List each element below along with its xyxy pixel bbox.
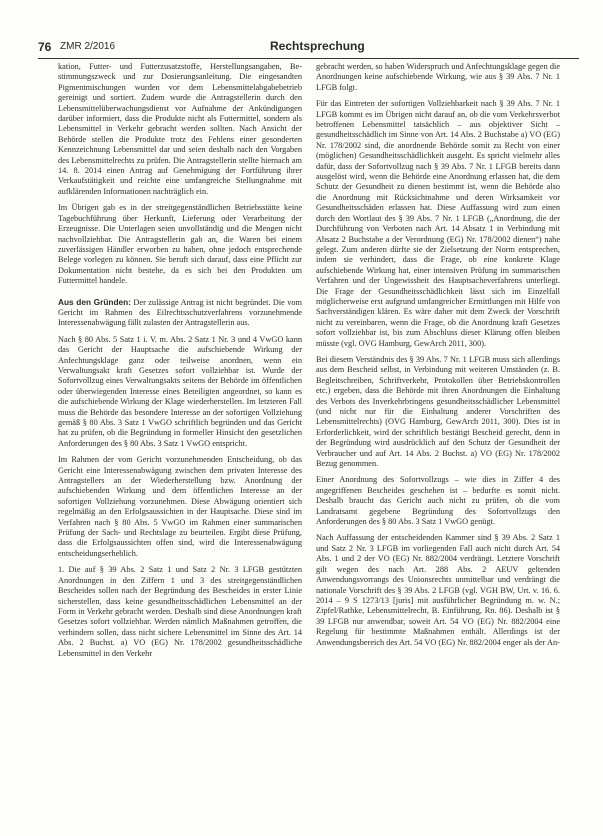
section-title: Rechtsprechung — [270, 39, 365, 53]
paragraph: Einer Anordnung des Sofortvollzugs – wie dies in Ziffer 4 des angegriffenen Bescheides geschehen ist – bedurfte es somit nicht. Deshalb braucht das Gericht auch nicht zu prüfen, ob die vom Landratsamt gegebene Begründung des Sofortvollzugs den Anforderungen des § 80 Abs. 3 Satz 1 VwGO genügt. — [316, 475, 560, 527]
paragraph: Nach § 80 Abs. 5 Satz 1 i. V. m. Abs. 2 Satz 1 Nr. 3 und 4 VwGO kann das Gericht der Hauptsache die aufschiebende Wirkung der Anfechtungsklage ganz oder teilweise anordnen, wenn ein Verwaltungsakt kraft Gesetzes sofort vollziehbar ist. Wurde der Sofortvollzug eines Verwaltungsakts seitens der Behörde im öffentlichen oder überwiegenden Interesse eines Beteiligten angeordnet, so kann es die aufschiebende Wirkung der Klage wiederherstellen. Im letzteren Fall muss die Behörde das besondere Interesse an der sofortigen Vollziehung gemäß § 80 Abs. 3 Satz 1 VwGO schriftlich begründen und das Gericht hat zu prüfen, ob die Begründung in formeller Hinsicht den gesetzlichen Anforderungen des § 80 Abs. 3 Satz 1 VwGO entspricht. — [58, 334, 302, 448]
paragraph: Bei diesem Verständnis des § 39 Abs. 7 Nr. 1 LFGB muss sich allerdings aus dem Bescheid selbst, in Verbindung mit weiteren Umständen (z. B. Begleitschreiben, Schriftverkehr, Protokollen über Betriebskontrollen etc.) ergeben, dass die Behörde mit ihren Anordnungen die Einhaltung des Verbots des Inverkehrbringens gesundheitsschädlicher Lebensmittel (und nicht nur für die Einhaltung anderer Vorschriften des Lebensmittelrechts) (OVG Hamburg, GewArch 2011, 300). Dies ist in Erforderlichkeit, wird der schriftlich bestätigt Bescheid gerecht, denn in der Begründung wird ausdrücklich auf den Schutz der Gesundheit der Verbraucher und auf Art. 14 Abs. 2 Buchst. a) VO (EG) Nr. 178/2002 Bezug genommen. — [316, 354, 560, 469]
paragraph: Im Rahmen der vom Gericht vorzunehmenden Entscheidung, ob das Gericht eine Interessenabwägung zwischen dem privaten Interesse des Antragstellers an der Wiederherstellung bzw. Anordnung der aufschiebenden Wirkung und dem öffentlichen Interesse an der sofortigen Vollziehung vorzunehmen. Diese Abwägung orientiert sich regelmäßig an den Erfolgsaussichten in der Hauptsache. Diese sind im Verfahren nach § 80 Abs. 5 VwGO im Rahmen einer summarischen Prüfung der Sach- und Rechtslage zu beurteilen. Ergibt diese Prüfung, dass die Erfolgsaussichten offen sind, wird die Interessenabwägung entscheidungserheblich. — [58, 455, 302, 558]
paragraph: kation, Futter- und Futterzusatzstoffe, Herstellungsangaben, Be-stimmungszweck und zur Dosierungsanleitung. Die eingesandten Pigmentmischungen wurden vor dem Lebensmittelabgabebetrieb gereinigt und sortiert. Zudem wurde die Antragstellerin durch den Lebensmittelüberwachungsdienst vor Aufnahme der Ankündigungen darüber informiert, dass die Produkte nicht als Futtermittel, sondern als Lebensmittel in Verkehr gebracht werden sollten. Nach Ansicht der Behörde stellen die Produkte trotz des Fehlens einer gesonderten Kennzeichnung Lebensmittel dar und seien deshalb nach den Vorgaben des Lebensmittelrechts zu prüfen. Die Antragstellerin stellte hiernach am 14. 8. 2014 einen Antrag auf Genehmigung der Fortführung ihrer Verkaufstätigkeit und reichte eine umfangreiche Stellungnahme mit aufklärenden Informationen nachträglich ein. — [58, 62, 302, 196]
journal-reference: ZMR 2/2016 — [60, 41, 116, 52]
page-header — [38, 40, 579, 59]
paragraph: Im Übrigen gab es in der streitgegenständlichen Betriebsstätte keine Tagebuchführung über Herkunft, Lieferung oder Verarbeitung der Erzeugnisse. Die Unterlagen seien unvollständig und die Mengen nicht nachvollziehbar. Die Antragstellerin gab an, die Waren bei einem zuverlässigen Händler erworben zu haben, ohne jedoch entsprechende Belege vorlegen zu können. Sie beruft sich darauf, dass eine Pflicht zur Dokumentation nicht bestehe, da es sich bei den Produkten um Futtermittel handele. — [58, 203, 302, 286]
paragraph: Nach Auffassung der entscheidenden Kammer sind § 39 Abs. 2 Satz 1 und Satz 2 Nr. 3 LFGB im vorliegenden Fall auch nicht durch Art. 54 Abs. 1 und 2 der VO (EG) Nr. 882/2004 verdrängt. Letztere Vorschrift gilt wegen des nach Art. 288 Abs. 2 AEUV geltenden Anwendungsvorrangs des Unionsrechts unmittelbar und verdrängt die nationale Vorschrift des § 39 Abs. 2 LFGB (vgl. VGH BW, Urt. v. 16. 6. 2014 – 9 S 1273/13 [juris] mit ausführlicher Begründung m. w. N.; Zipfel/Rathke, Lebensmittelrecht, B. Einführung, Rn. 86). Deshalb ist § 39 LFGB nur anwendbar, soweit Art. 54 VO (EG) Nr. 882/2004 eine Regelung für bestimmte Maßnahmen enthält. Allerdings ist der Anwendungsbereich des Art. 54 VO (EG) Nr. 882/2004 enger als der An- — [316, 533, 560, 647]
right-column — [316, 62, 560, 832]
left-column — [58, 62, 302, 832]
paragraph: gebracht werden, so haben Widerspruch und Anfechtungsklage gegen die Anordnungen keine aufschiebende Wirkung, wie aus § 39 Abs. 7 Nr. 1 LFGB folgt. — [316, 62, 560, 92]
reasons-text: Der zulässige Antrag ist nicht begründet. Die vom Gericht im Rahmen des Eilrechtsschutzverfahrens vorzunehmende Interessenabwägung fällt zulasten der Antragstellerin aus. — [58, 297, 302, 328]
paragraph-reasons — [58, 297, 302, 329]
paragraph: 1. Die auf § 39 Abs. 2 Satz 1 und Satz 2 Nr. 3 LFGB gestützten Anordnungen in den Ziffern 1 und 3 des streitgegenständlichen Bescheides sollen nach der Begründung des Bescheides in erster Linie sicherstellen, dass keine gesundheitsschädlichen Lebensmittel an der Form in Verkehr gebracht werden. Deshalb sind diese Anordnungen kraft Gesetzes sofort vollziehbar. Werden nämlich Maßnahmen getroffen, die verhindern sollen, dass nicht sichere Lebensmittel im Sinne des Art. 14 Abs. 2 Buchst. a) VO (EG) Nr. 178/2002 gesundheitsschädliche Lebensmittel in den Verkehr — [58, 565, 302, 658]
page-number: 76 — [38, 40, 52, 54]
reasons-heading: Aus den Gründen: — [58, 296, 132, 307]
paragraph: Für das Eintreten der sofortigen Vollziehbarkeit nach § 39 Abs. 7 Nr. 1 LFGB kommt es im Übrigen nicht darauf an, ob die vom Verkehrsverbot betroffenen Lebensmittel tatsächlich – aus objektiver Sicht – gesundheitsschädlich im Sinne von Art. 14 Abs. 2 Buchstabe a) VO (EG) Nr. 178/2002 sind, die anordnende Behörde somit zu Recht von einer (möglichen) Gesundheitsschädlichkeit ausgeht. Es spricht vielmehr alles dafür, dass der Sofortvollzug nach § 39 Abs. 7 Nr. 1 LFGB bereits dann ausgelöst wird, wenn die Behörde eine Anordnung erlassen hat, die dem Schutz der Gesundheit zu dienen bestimmt ist, wenn die Behörde also die Anordnung mit Rücksichtnahme und deren Wirksamkeit vor Gesundheitsschäden erlassen hat. Diese Auffassung wird zum einen durch den Wortlaut des § 39 Abs. 7 Nr. 1 LFGB („Anordnung, die der Durchführung von Verboten nach Art. 14 Absatz 1 in Verbindung mit Absatz 2 Buchstabe a der Verordnung (EG) Nr. 178/2002 dienen“) nahe gelegt. Zum anderen dürfte sie der Zielsetzung der Norm entsprechen, indem sie verhindert, dass die Frage, ob eine konkrete Klage aufschiebende Wirkung hat, einer intensiven Prüfung im summarischen Verfahren und der Ungewissheit des Hauptsacheverfahrens unterliegt. Die Frage der Gesundheitsschädlichkeit lässt sich im Einzelfall möglicherweise erst aufgrund umfangreicher Ermittlungen mit Hilfe von Sachverständigen klären. Es wäre daher mit dem Zweck der Vorschrift nicht zu vereinbaren, wenn die Frage, ob die Anordnung kraft Gesetzes sofort vollziehbar ist, bis zum Abschluss dieser Klärung offen bleiben müsste (vgl. OVG Hamburg, GewArch 2011, 300). — [316, 99, 560, 348]
